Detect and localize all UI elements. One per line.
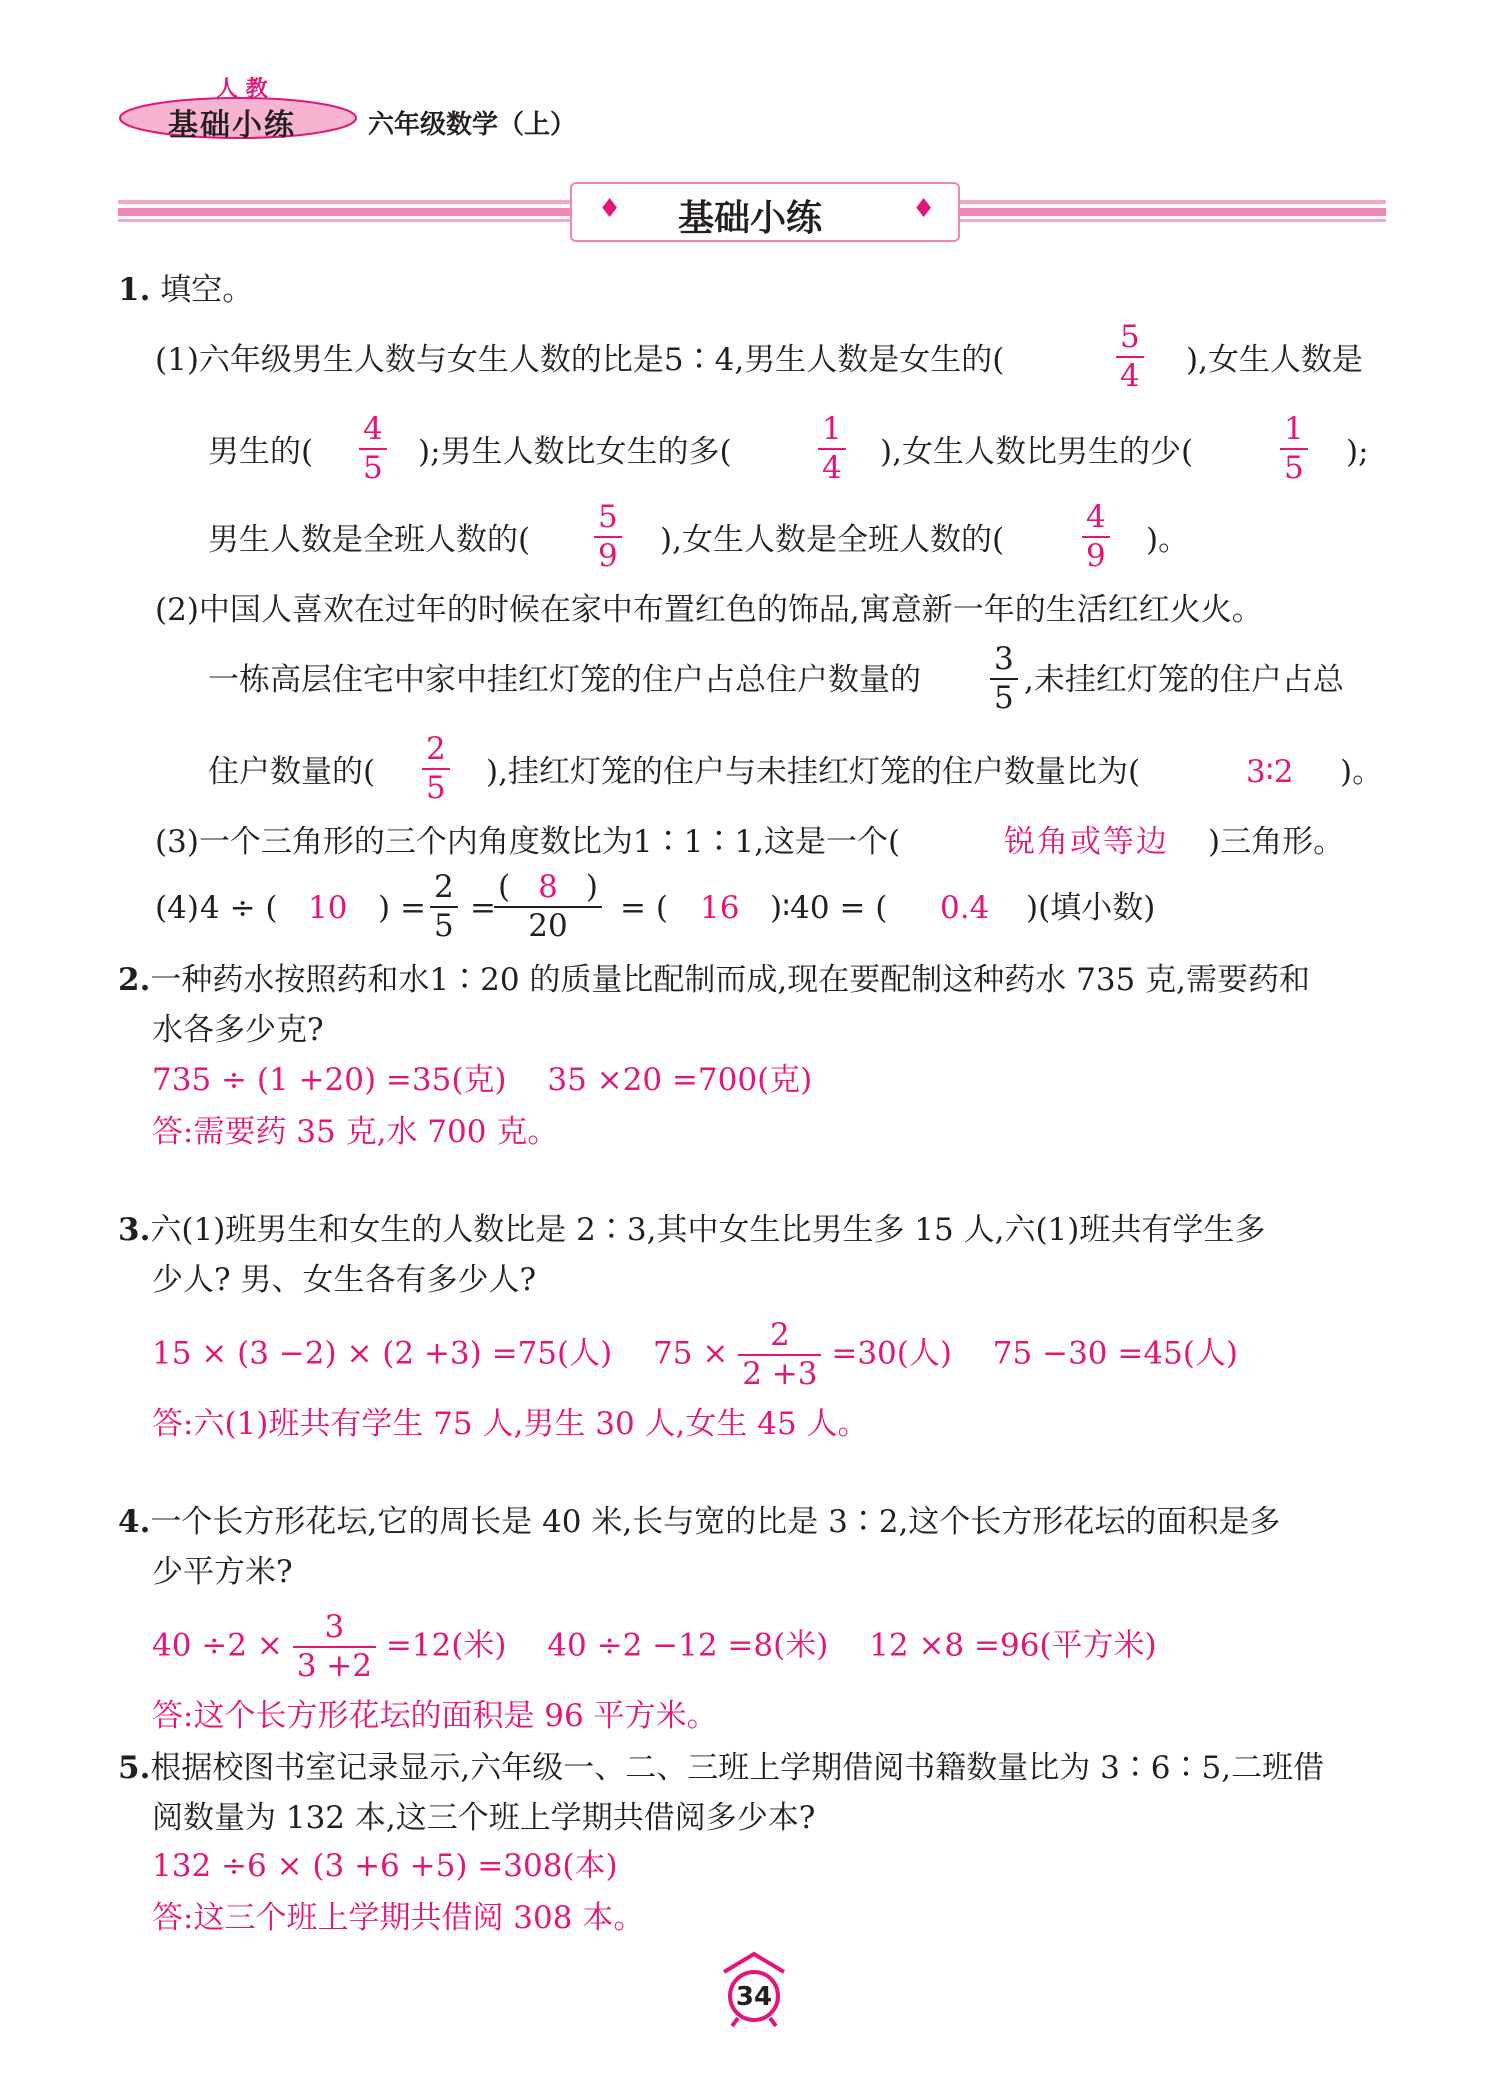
q1-p4-text: = bbox=[470, 890, 496, 926]
q5-number: 5. bbox=[118, 1750, 151, 1786]
q1-p1-text: ),女生人数是 bbox=[1186, 342, 1363, 378]
q1-number: 1. bbox=[118, 272, 151, 308]
q1-p1-line1 bbox=[155, 340, 1004, 380]
header-grade: 六年级数学（上） bbox=[368, 110, 577, 140]
q4-line1 bbox=[118, 1502, 1280, 1542]
q1-p2-text: 中国人喜欢在过年的时候在家中布置红色的饰品,寓意新一年的生活红红火火。 bbox=[198, 592, 1263, 628]
answer-fraction: $\frac{4}{5}$ bbox=[359, 414, 387, 484]
q1-p2-text: 一栋高层住宅中家中挂红灯笼的住户占总住户数量的 bbox=[208, 662, 921, 698]
answer-fraction: $\frac{5}{4}$ bbox=[1116, 322, 1144, 392]
q1-p4-text: = ( bbox=[620, 890, 668, 926]
q3-line1 bbox=[118, 1210, 1265, 1250]
q1-p4-text: 4 ÷ ( bbox=[200, 890, 278, 926]
answer-fraction: $\frac{5}{9}$ bbox=[594, 502, 622, 572]
calc-fraction: $\frac{2}{2 +3}$ bbox=[738, 1320, 821, 1390]
q1-p1-text: );男生人数比女生的多( bbox=[418, 434, 732, 470]
q5-answer: 答:这三个班上学期共借阅 308 本。 bbox=[152, 1900, 645, 1936]
diamond-icon: ♦ bbox=[912, 194, 936, 224]
answer-ratio: 3∶2 bbox=[1246, 754, 1294, 790]
q1-p1-text: 男生的( bbox=[208, 434, 314, 470]
q5-text: 根据校图书室记录显示,六年级一、二、三班上学期借阅书籍数量比为 3∶6∶5,二班借 bbox=[150, 1750, 1325, 1786]
q1-p1-text: )。 bbox=[1146, 522, 1190, 558]
q3-text: 少人? 男、女生各有多少人? bbox=[152, 1262, 537, 1298]
answer-fraction: $\frac{( 8 )}{20}$ bbox=[494, 872, 602, 942]
q1-p1-text: ); bbox=[1346, 434, 1369, 470]
problem-fraction: $\frac{3}{5}$ bbox=[990, 644, 1018, 714]
q2-text: 一种药水按照药和水1∶20 的质量比配制而成,现在要配制这种药水 735 克,需要药和 bbox=[150, 962, 1310, 998]
q4-answer: 答:这个长方形花坛的面积是 96 平方米。 bbox=[152, 1698, 718, 1734]
section-title-box bbox=[570, 182, 960, 242]
header-publisher: 人 教 bbox=[216, 77, 268, 102]
q1-p4-label: (4) bbox=[155, 890, 199, 926]
q2-line1 bbox=[118, 960, 1310, 1000]
section-title: 基础小练 bbox=[678, 198, 823, 239]
q1-p3-text: 一个三角形的三个内角度数比为1∶1∶1,这是一个( bbox=[198, 824, 901, 860]
q3-number: 3. bbox=[118, 1212, 151, 1248]
q1-p1-text: 男生人数是全班人数的( bbox=[208, 522, 531, 558]
q1-p3-text: )三角形。 bbox=[1208, 824, 1345, 860]
q1-p2-label: (2) bbox=[155, 592, 199, 628]
answer-fraction: $\frac{1}{5}$ bbox=[1280, 414, 1308, 484]
q2-number: 2. bbox=[118, 962, 151, 998]
q1-p3-line bbox=[155, 822, 900, 862]
q1-p1-text: ),女生人数是全班人数的( bbox=[660, 522, 1005, 558]
answer-fraction: $\frac{2}{5}$ bbox=[422, 734, 450, 804]
q1-p1-label: (1) bbox=[155, 342, 199, 378]
q5-text: 阅数量为 132 本,这三个班上学期共借阅多少本? bbox=[152, 1800, 816, 1836]
q2-text: 水各多少克? bbox=[152, 1012, 324, 1048]
q1-title: 填空。 bbox=[160, 272, 254, 308]
q1-p2-text: 住户数量的( bbox=[208, 754, 376, 790]
q2-calc: 735 ÷ (1 +20) =35(克) 35 ×20 =700(克) bbox=[152, 1062, 813, 1098]
q4-number: 4. bbox=[118, 1504, 151, 1540]
problem-fraction: $\frac{2}{5}$ bbox=[430, 872, 458, 942]
q1-p2-line1 bbox=[155, 590, 1263, 630]
page-number-badge bbox=[716, 1950, 792, 2030]
answer-value: 8 bbox=[538, 869, 558, 905]
q1-p2-text: )。 bbox=[1340, 754, 1384, 790]
answer-value: 10 bbox=[308, 890, 348, 926]
q1-p1-text: ),女生人数比男生的少( bbox=[880, 434, 1194, 470]
q1-p4-text: ) = bbox=[378, 890, 426, 926]
diamond-icon: ♦ bbox=[598, 194, 622, 224]
q1-p2-text: ,未挂红灯笼的住户占总 bbox=[1024, 662, 1344, 698]
page-number: 34 bbox=[735, 1982, 773, 2012]
calc-fraction: $\frac{3}{3 +2}$ bbox=[293, 1612, 376, 1682]
header-series: 基础小练 bbox=[168, 108, 296, 143]
header-badge bbox=[118, 70, 358, 142]
answer-fraction: $\frac{4}{9}$ bbox=[1082, 502, 1110, 572]
answer-fraction: $\frac{1}{4}$ bbox=[818, 414, 846, 484]
q1-p4-text: )∶40 = ( bbox=[770, 890, 888, 926]
q5-line1 bbox=[118, 1748, 1324, 1788]
q5-calc: 132 ÷6 × (3 +6 +5) =308(本) bbox=[152, 1848, 618, 1884]
q3-text: 六(1)班男生和女生的人数比是 2∶3,其中女生比男生多 15 人,六(1)班共有学生多 bbox=[150, 1212, 1266, 1248]
q3-answer: 答:六(1)班共有学生 75 人,男生 30 人,女生 45 人。 bbox=[152, 1406, 869, 1442]
answer-text: 锐角或等边 bbox=[1004, 824, 1169, 860]
q4-text: 一个长方形花坛,它的周长是 40 米,长与宽的比是 3∶2,这个长方形花坛的面积是多 bbox=[150, 1504, 1281, 1540]
q1-p3-label: (3) bbox=[155, 824, 199, 860]
q4-calc: 40 ÷2 × $\frac{3}{3 +2}$ =12(米) 40 ÷2 −12 =8(米) 12 ×8 =96(平方米) bbox=[152, 1609, 1157, 1684]
q1-header bbox=[118, 270, 253, 310]
q1-p1-text: 六年级男生人数与女生人数的比是5∶4,男生人数是女生的( bbox=[198, 342, 1005, 378]
q1-p4-text: )(填小数) bbox=[1026, 890, 1156, 926]
q3-calc: 15 × (3 −2) × (2 +3) =75(人) 75 × $\frac{2}{2 +3}$ =30(人) 75 −30 =45(人) bbox=[152, 1317, 1238, 1392]
q2-answer: 答:需要药 35 克,水 700 克。 bbox=[152, 1114, 559, 1150]
answer-value: 0.4 bbox=[940, 890, 990, 926]
answer-value: 16 bbox=[700, 890, 740, 926]
q1-p2-text: ),挂红灯笼的住户与未挂红灯笼的住户数量比为( bbox=[486, 754, 1141, 790]
q4-text: 少平方米? bbox=[152, 1554, 293, 1590]
